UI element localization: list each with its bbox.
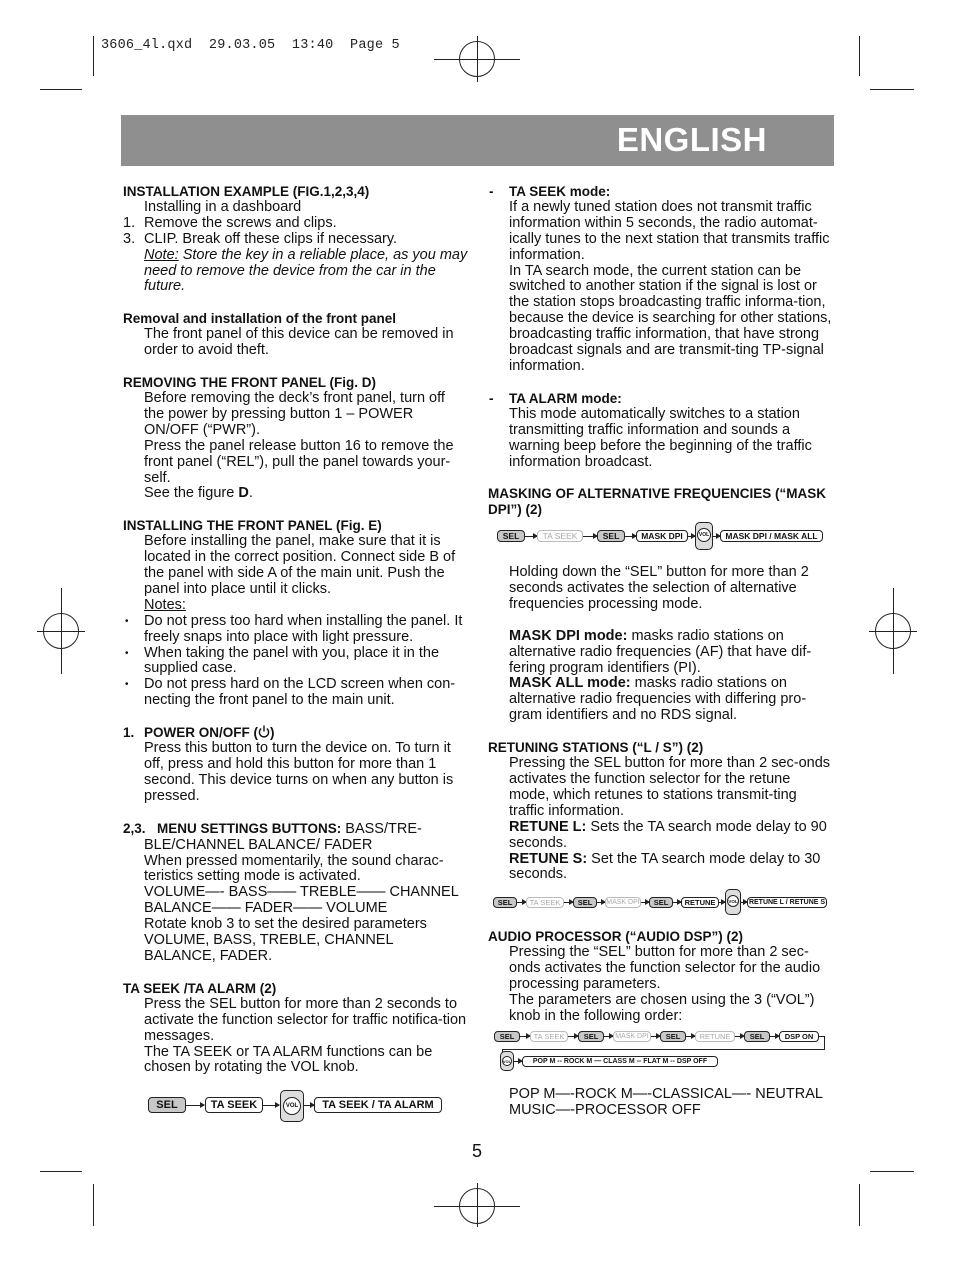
text: masks radio stations on alternative radio frequencies with differing pro-gram identifiers and no RDS signal. bbox=[509, 675, 807, 724]
arrow bbox=[735, 1036, 744, 1037]
item-number: 2,3. bbox=[123, 820, 146, 836]
mask-dpi-pill: MASK DPI bbox=[606, 899, 640, 906]
vol-knob bbox=[725, 889, 741, 915]
notes-label: Notes: bbox=[144, 596, 186, 613]
crop-mark bbox=[93, 1184, 94, 1226]
bullet-item bbox=[123, 646, 468, 678]
heading-ta-seek: TA SEEK /TA ALARM (2) bbox=[123, 980, 277, 996]
heading-text: ) bbox=[270, 725, 275, 741]
retune-flow-diagram bbox=[493, 889, 829, 915]
dash: - bbox=[489, 184, 494, 199]
heading-menu bbox=[123, 821, 468, 854]
text: The front panel of this device can be removed in order to avoid theft. bbox=[144, 326, 454, 359]
crop-mark bbox=[93, 36, 94, 76]
connector-line bbox=[824, 1036, 825, 1050]
ta-seek-pill: TA SEEK bbox=[205, 1097, 263, 1113]
text: Sets the TA search mode delay to 90 seconds. bbox=[509, 818, 827, 851]
item-text: CLIP. Break off these clips if necessary. bbox=[144, 230, 398, 247]
bullet-item bbox=[123, 677, 468, 709]
vol-knob-label: VOL bbox=[283, 1097, 301, 1115]
text: In TA search mode, the current station can be switched to another station if the signal is lost or the station stops broadcasting traffic informa-tion, because the device is searching for other stations, broadcasting traffic information, that have strong broadcast signals and are transmit-ting TP-signal information. bbox=[509, 262, 832, 374]
sel-button: SEL bbox=[494, 1031, 520, 1042]
list-item bbox=[123, 216, 468, 232]
arrow bbox=[641, 902, 649, 903]
heading-removing-panel: REMOVING THE FRONT PANEL (Fig. D) bbox=[123, 375, 376, 391]
audio-dsp-flow-diagram bbox=[494, 1029, 830, 1073]
crop-mark bbox=[40, 1171, 82, 1172]
heading-text: MENU SETTINGS BUTTONS: bbox=[157, 820, 342, 836]
arrow bbox=[770, 1036, 779, 1037]
right-column-cont bbox=[488, 565, 834, 883]
text: masks radio stations on alternative radio frequencies (AF) that have dif-fering program identifiers (PI). bbox=[509, 627, 812, 676]
arrow bbox=[514, 1061, 522, 1062]
text: Press this button to turn the device on. To turn it off, press and hold this button for more than 1 second. This device turns on when any button is pressed. bbox=[144, 740, 454, 804]
text bbox=[488, 676, 834, 724]
vol-knob bbox=[280, 1090, 304, 1122]
text bbox=[488, 629, 834, 677]
mask-dpi-pill: MASK DPI bbox=[636, 530, 688, 542]
arrow bbox=[686, 1036, 695, 1037]
sel-button: SEL bbox=[660, 1031, 686, 1042]
heading-audio-dsp: AUDIO PROCESSOR (“AUDIO DSP”) (2) bbox=[488, 929, 744, 944]
right-column bbox=[488, 184, 834, 518]
arrow bbox=[525, 536, 537, 537]
text: See the figure bbox=[144, 485, 239, 502]
right-column-audio bbox=[488, 929, 834, 1024]
arrow bbox=[604, 1036, 613, 1037]
sel-button: SEL bbox=[649, 897, 673, 908]
item-text: Remove the screws and clips. bbox=[144, 214, 337, 231]
heading-power bbox=[123, 725, 468, 741]
heading-text: TA SEEK mode: bbox=[509, 184, 611, 199]
term: RETUNE L: bbox=[509, 818, 587, 835]
vol-knob-label: VOL bbox=[697, 528, 711, 542]
item-number: 1. bbox=[123, 725, 135, 741]
heading-installation: INSTALLATION EXAMPLE (FIG.1,2,3,4) bbox=[123, 184, 370, 199]
text: The TA SEEK or TA ALARM functions can be chosen by rotating the VOL knob. bbox=[144, 1043, 433, 1076]
text: When pressed momentarily, the sound charac-teristics setting mode is activated. bbox=[144, 852, 444, 885]
right-column-end bbox=[488, 1087, 834, 1119]
item-number: 3. bbox=[123, 230, 136, 247]
text: Pressing the SEL button for more than 2 sec-onds activates the function selector for the retune mode, which retunes to stations transmit-ting traffic information. bbox=[509, 755, 831, 819]
text: Press the panel release button 16 to remove the front panel (“REL”), pull the panel towards your-self. bbox=[144, 437, 454, 486]
text: If a newly tuned station does not transmit traffic information within 5 seconds, the radio automat-ically tunes to the next station that transmits traffic information. bbox=[509, 198, 830, 263]
text: This mode automatically switches to a station transmitting traffic information and sounds a warning beep before the beginning of the traffic information broadcast. bbox=[509, 405, 812, 470]
text: Do not press hard on the LCD screen when con-necting the front panel to the main unit. bbox=[144, 676, 456, 709]
vol-knob bbox=[500, 1051, 514, 1071]
text: POP M—-ROCK M—-CLASSICAL—- NEUTRAL MUSIC—-PROCESSOR OFF bbox=[509, 1086, 823, 1118]
sel-button: SEL bbox=[578, 1031, 604, 1042]
left-column bbox=[123, 184, 468, 1076]
mask-dpi-flow-diagram bbox=[497, 522, 827, 550]
term: MASK ALL mode: bbox=[509, 675, 631, 692]
term: RETUNE S: bbox=[509, 850, 588, 867]
dsp-on-pill: DSP ON bbox=[779, 1031, 819, 1042]
crop-mark bbox=[859, 36, 860, 76]
text: Set the TA search mode delay to 30 seconds. bbox=[509, 850, 821, 883]
text: BASS/TRE-BLE/CHANNEL BALANCE/ FADER bbox=[144, 820, 422, 853]
arrow bbox=[564, 902, 573, 903]
arrow bbox=[186, 1105, 204, 1106]
vol-knob-label: VOL bbox=[502, 1056, 512, 1066]
bullet: • bbox=[125, 679, 129, 691]
term: MASK DPI mode: bbox=[509, 627, 628, 644]
ta-seek-pill: TA SEEK bbox=[526, 897, 564, 908]
sel-button: SEL bbox=[744, 1031, 770, 1042]
text: The parameters are chosen using the 3 (“VOL”) knob in the following order: bbox=[509, 991, 815, 1024]
text: Installing in a dashboard bbox=[144, 198, 302, 215]
arrow bbox=[688, 536, 695, 537]
crop-mark bbox=[870, 1171, 914, 1172]
ta-seek-pill: TA SEEK bbox=[530, 1031, 568, 1042]
arrow bbox=[517, 902, 526, 903]
heading-ta-alarm-mode bbox=[488, 391, 834, 407]
text: Do not press too hard when installing the panel. It freely snaps into place with light pressure. bbox=[144, 612, 463, 645]
heading-retune: RETUNING STATIONS (“L / S”) (2) bbox=[488, 740, 704, 756]
banner-title: ENGLISH bbox=[616, 121, 767, 158]
arrow bbox=[568, 1036, 578, 1037]
install-note bbox=[123, 248, 468, 296]
heading-installing-panel: INSTALLING THE FRONT PANEL (Fig. E) bbox=[123, 518, 382, 534]
crop-mark bbox=[40, 89, 82, 90]
sel-button: SEL bbox=[148, 1097, 186, 1113]
arrow bbox=[597, 902, 605, 903]
text: . bbox=[248, 485, 253, 502]
ta-seek-flow-diagram bbox=[146, 1090, 446, 1122]
text: Press the SEL button for more than 2 seconds to activate the function selector for traffic notifica-tion messages. bbox=[144, 995, 467, 1044]
note-text: Store the key in a reliable place, as you may need to remove the device from the car in the future. bbox=[144, 246, 468, 295]
retune-pill: RETUNE bbox=[681, 897, 719, 908]
result-pill: RETUNE L / RETUNE S bbox=[748, 899, 826, 906]
sel-button: SEL bbox=[493, 897, 517, 908]
language-banner bbox=[121, 115, 834, 166]
item-number: 1. bbox=[123, 214, 136, 231]
arrow bbox=[304, 1105, 314, 1106]
sel-button: SEL bbox=[573, 897, 597, 908]
arrow bbox=[625, 536, 636, 537]
text bbox=[488, 852, 834, 884]
text: Pressing the “SEL” button for more than 2 sec-onds activates the function selector for the audio processing parameters. bbox=[509, 943, 821, 992]
connector-line bbox=[502, 1049, 825, 1050]
sel-button: SEL bbox=[597, 530, 625, 542]
result-pill: POP M -- ROCK M — CLASS M -- FLAT M -- DSP OFF bbox=[522, 1056, 718, 1067]
text: Holding down the “SEL” button for more than 2 seconds activates the selection of alternative frequencies processing mode. bbox=[509, 564, 809, 612]
crop-mark bbox=[870, 89, 914, 90]
figure-ref: D bbox=[238, 485, 249, 502]
text: When taking the panel with you, place it in the supplied case. bbox=[144, 644, 440, 677]
page-number: 5 bbox=[472, 1141, 483, 1161]
text: VOLUME—- BASS—— TREBLE—— CHANNEL BALANCE—— FADER—— VOLUME bbox=[144, 884, 459, 917]
ta-seek-pill: TA SEEK bbox=[537, 530, 583, 542]
vol-knob-label: VOL bbox=[727, 895, 739, 907]
vol-knob bbox=[695, 522, 713, 550]
text: Rotate knob 3 to set the desired parameters VOLUME, BASS, TREBLE, CHANNEL BALANCE, FADER. bbox=[144, 916, 427, 964]
sel-button: SEL bbox=[497, 530, 525, 542]
heading-ta-seek-mode bbox=[488, 184, 834, 200]
heading-masking: MASKING OF ALTERNATIVE FREQUENCIES (“MASK DPI”) (2) bbox=[488, 486, 827, 518]
text: Before installing the panel, make sure that it is located in the correct position. Connect side B of the panel with side A of the main unit. Push the panel into place until it clicks. bbox=[144, 533, 456, 597]
mask-dpi-pill: MASK DPI bbox=[613, 1031, 651, 1042]
bullet-item bbox=[123, 614, 468, 646]
result-pill: TA SEEK / TA ALARM bbox=[314, 1097, 442, 1113]
note-label: Note: bbox=[144, 246, 179, 263]
power-icon bbox=[258, 725, 270, 738]
file-slug: 3606_4l.qxd 29.03.05 13:40 Page 5 bbox=[101, 38, 400, 53]
bullet: • bbox=[125, 615, 129, 627]
bullet: • bbox=[125, 647, 129, 659]
arrow bbox=[673, 902, 681, 903]
heading-text: POWER ON/OFF ( bbox=[144, 725, 258, 741]
dash: - bbox=[489, 390, 494, 406]
heading-text: TA ALARM mode: bbox=[509, 390, 622, 406]
crop-mark bbox=[859, 1184, 860, 1226]
list-item bbox=[123, 232, 468, 248]
text: Before removing the deck’s front panel, turn off the power by pressing button 1 – POWER ON/OFF (“PWR”). bbox=[144, 389, 445, 438]
text bbox=[123, 486, 468, 502]
arrow bbox=[583, 536, 597, 537]
heading-removal: Removal and installation of the front panel bbox=[123, 311, 397, 327]
arrow bbox=[651, 1036, 660, 1037]
text bbox=[488, 820, 834, 852]
retune-pill: RETUNE bbox=[695, 1031, 735, 1042]
arrow bbox=[263, 1105, 279, 1106]
arrow bbox=[713, 536, 720, 537]
result-pill: MASK DPI / MASK ALL bbox=[720, 530, 823, 542]
arrow bbox=[520, 1036, 530, 1037]
